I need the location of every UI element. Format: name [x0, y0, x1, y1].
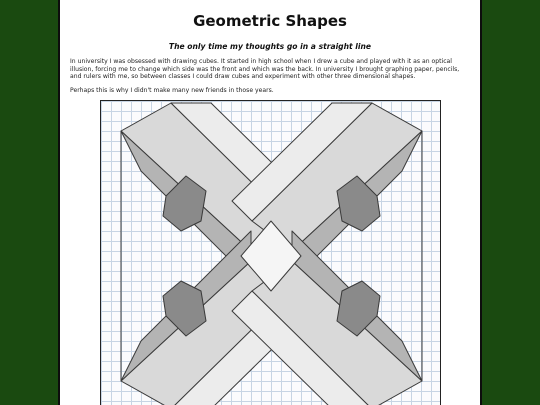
geometric-drawing-image	[100, 100, 441, 405]
page-title: Geometric Shapes	[193, 12, 347, 30]
intro-paragraph: In university I was obsessed with drawing cubes. It started in high school when I drew a cube and played with it as an optical illusion, forcing me to change which side was the front and which was the back. In university I brought graphing paper, pencils, and rulers with me, so between classes I could draw cubes and experiment with other three dimensional shapes.	[70, 58, 460, 81]
pencil-drawing-svg	[101, 101, 441, 405]
page-subtitle: The only time my thoughts go in a straight line	[168, 42, 372, 51]
closing-paragraph: Perhaps this is why I didn't make many new friends in those years.	[70, 86, 274, 94]
content-page	[58, 0, 482, 405]
